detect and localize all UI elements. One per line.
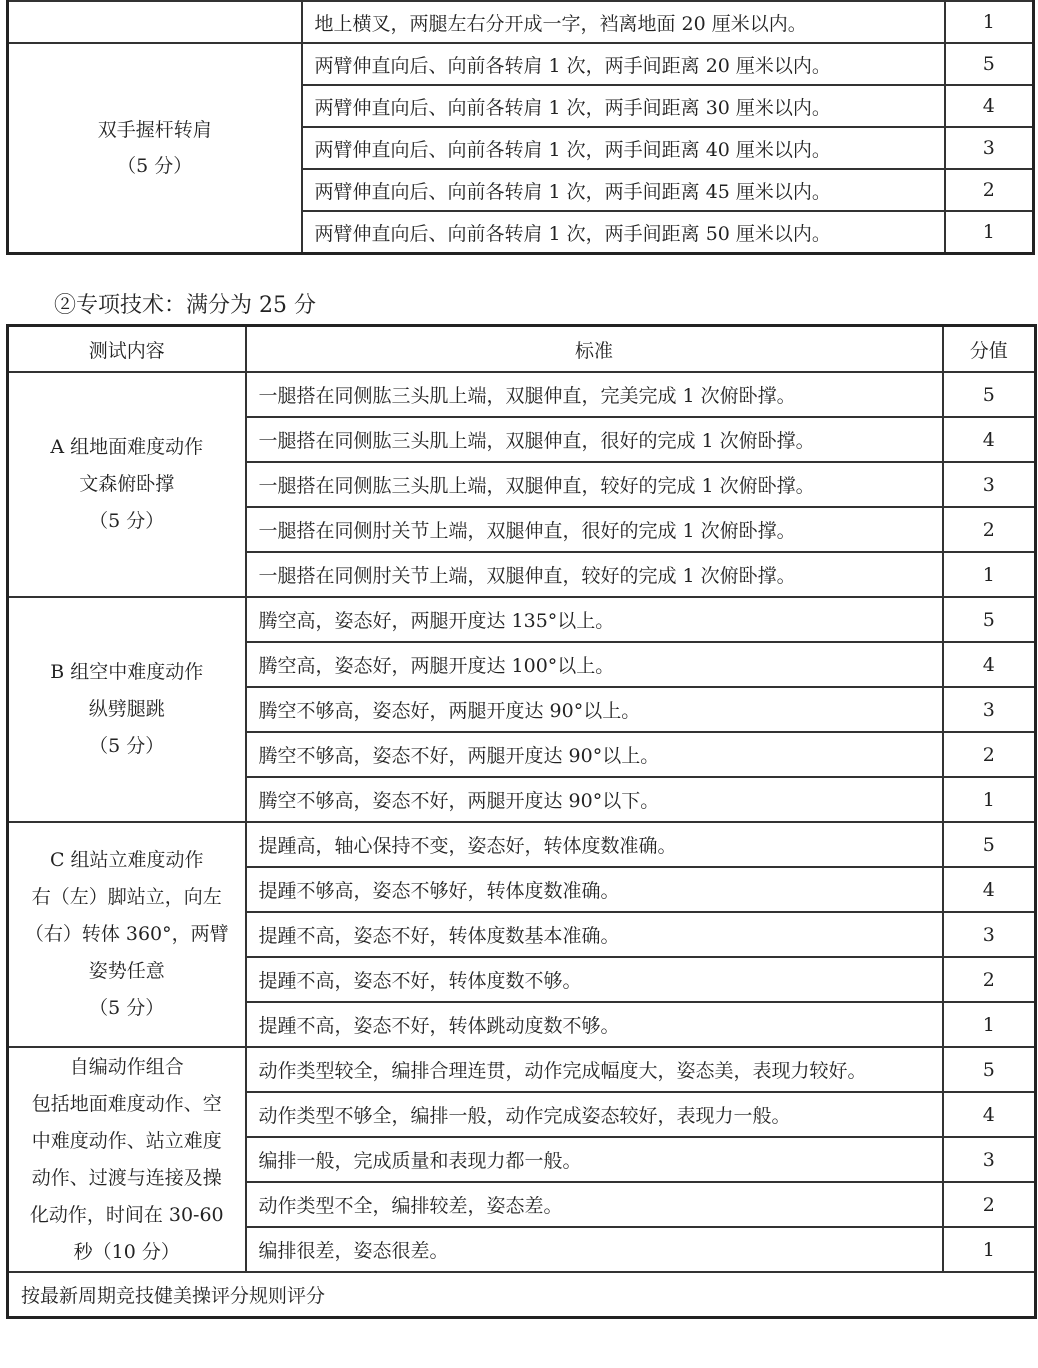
- group-line: A 组地面难度动作: [50, 436, 204, 458]
- score-cell: 5: [943, 597, 1036, 642]
- group-line: 文森俯卧撑: [79, 473, 175, 495]
- group-line: 动作、过渡与连接及操: [31, 1166, 222, 1189]
- group-line: （5 分）: [89, 997, 165, 1019]
- header-row: [8, 326, 1036, 373]
- score-cell: 5: [943, 822, 1036, 867]
- table-row: [8, 822, 1036, 867]
- group-line: 姿势任意: [88, 960, 165, 982]
- header-content: 测试内容: [8, 326, 246, 373]
- standard-cell: 两臂伸直向后、向前各转肩 1 次，两手间距离 20 厘米以内。: [302, 43, 945, 85]
- group-line: 秒（10 分）: [73, 1240, 180, 1263]
- standard-cell: 腾空高，姿态好，两腿开度达 100°以上。: [246, 642, 943, 687]
- table-row: [8, 1, 1034, 43]
- standard-cell: 一腿搭在同侧肘关节上端，双腿伸直，很好的完成 1 次俯卧撑。: [246, 507, 943, 552]
- group-line: （右）转体 360°，两臂: [24, 923, 229, 945]
- group-line: 纵劈腿跳: [88, 698, 165, 720]
- score-cell: 5: [943, 1047, 1036, 1092]
- special-technique-table: [6, 324, 1037, 1319]
- table-row: [8, 597, 1036, 642]
- group-line: 自编动作组合: [69, 1055, 184, 1078]
- header-standard: 标准: [246, 326, 943, 373]
- score-cell: 3: [943, 912, 1036, 957]
- group-line: 中难度动作、站立难度: [31, 1129, 222, 1152]
- standard-cell: 动作类型较全，编排合理连贯，动作完成幅度大，姿态美，表现力较好。: [246, 1047, 943, 1092]
- category-cell: [8, 43, 302, 254]
- score-cell: 3: [943, 1137, 1036, 1182]
- standard-cell: 编排一般，完成质量和表现力都一般。: [246, 1137, 943, 1182]
- category-name: 双手握杆转肩: [97, 119, 212, 141]
- group-c-cell: [8, 822, 246, 1047]
- table-row: [8, 43, 1034, 85]
- standard-cell: 腾空高，姿态好，两腿开度达 135°以上。: [246, 597, 943, 642]
- standard-cell: 一腿搭在同侧肘关节上端，双腿伸直，较好的完成 1 次俯卧撑。: [246, 552, 943, 597]
- standard-cell: 腾空不够高，姿态好，两腿开度达 90°以上。: [246, 687, 943, 732]
- standard-cell: 两臂伸直向后、向前各转肩 1 次，两手间距离 50 厘米以内。: [302, 211, 945, 254]
- group-line: 包括地面难度动作、空: [31, 1092, 222, 1115]
- free-routine-cell: [8, 1047, 246, 1272]
- standard-cell: 两臂伸直向后、向前各转肩 1 次，两手间距离 30 厘米以内。: [302, 85, 945, 127]
- category-points: （5 分）: [117, 155, 193, 177]
- score-cell: 1: [943, 1227, 1036, 1272]
- score-cell: 5: [945, 43, 1034, 85]
- standard-cell: 提踵不高，姿态不好，转体跳动度数不够。: [246, 1002, 943, 1047]
- standard-cell: 两臂伸直向后、向前各转肩 1 次，两手间距离 40 厘米以内。: [302, 127, 945, 169]
- standard-cell: 提踵高，轴心保持不变，姿态好，转体度数准确。: [246, 822, 943, 867]
- group-a-cell: [8, 372, 246, 597]
- score-cell: 2: [943, 1182, 1036, 1227]
- standard-cell: 一腿搭在同侧肱三头肌上端，双腿伸直，很好的完成 1 次俯卧撑。: [246, 417, 943, 462]
- group-b-cell: [8, 597, 246, 822]
- group-line: 化动作，时间在 30-60: [29, 1203, 224, 1226]
- standard-cell: 动作类型不全，编排较差，姿态差。: [246, 1182, 943, 1227]
- standard-cell: 一腿搭在同侧肱三头肌上端，双腿伸直，较好的完成 1 次俯卧撑。: [246, 462, 943, 507]
- header-score: 分值: [943, 326, 1036, 373]
- score-cell: 1: [943, 1002, 1036, 1047]
- score-cell: 3: [943, 687, 1036, 732]
- standard-cell: 腾空不够高，姿态不好，两腿开度达 90°以上。: [246, 732, 943, 777]
- standard-cell: 提踵不够高，姿态不够好，转体度数准确。: [246, 867, 943, 912]
- group-line: C 组站立难度动作: [49, 849, 204, 871]
- standard-cell: 两臂伸直向后、向前各转肩 1 次，两手间距离 45 厘米以内。: [302, 169, 945, 211]
- group-line: （5 分）: [89, 510, 165, 532]
- score-cell: 4: [943, 417, 1036, 462]
- score-cell: 1: [945, 1, 1034, 43]
- score-cell: 2: [943, 732, 1036, 777]
- score-cell: 4: [943, 1092, 1036, 1137]
- score-cell: 1: [943, 777, 1036, 822]
- group-line: B 组空中难度动作: [50, 661, 204, 683]
- table-row: [8, 372, 1036, 417]
- score-cell: 4: [945, 85, 1034, 127]
- score-cell: 3: [943, 462, 1036, 507]
- score-cell: 2: [943, 957, 1036, 1002]
- score-cell: 3: [945, 127, 1034, 169]
- score-cell: 4: [943, 867, 1036, 912]
- top-table-fragment: [6, 0, 1035, 255]
- table-row: [8, 1047, 1036, 1092]
- score-cell: 4: [943, 642, 1036, 687]
- standard-cell: 地上横叉，两腿左右分开成一字，裆离地面 20 厘米以内。: [302, 1, 945, 43]
- category-cell: [8, 1, 302, 43]
- standard-cell: 提踵不高，姿态不好，转体度数不够。: [246, 957, 943, 1002]
- score-cell: 2: [945, 169, 1034, 211]
- standard-cell: 提踵不高，姿态不好，转体度数基本准确。: [246, 912, 943, 957]
- score-cell: 2: [943, 507, 1036, 552]
- footer-row: [8, 1272, 1036, 1318]
- scoring-rule-note: 按最新周期竞技健美操评分规则评分: [8, 1272, 1036, 1318]
- standard-cell: 一腿搭在同侧肱三头肌上端，双腿伸直，完美完成 1 次俯卧撑。: [246, 372, 943, 417]
- standard-cell: 编排很差，姿态很差。: [246, 1227, 943, 1272]
- score-cell: 5: [943, 372, 1036, 417]
- standard-cell: 动作类型不够全，编排一般，动作完成姿态较好，表现力一般。: [246, 1092, 943, 1137]
- group-line: 右（左）脚站立，向左: [31, 886, 222, 908]
- score-cell: 1: [943, 552, 1036, 597]
- score-cell: 1: [945, 211, 1034, 254]
- standard-cell: 腾空不够高，姿态不好，两腿开度达 90°以下。: [246, 777, 943, 822]
- group-line: （5 分）: [89, 735, 165, 757]
- section-caption: ②专项技术：满分为 25 分: [54, 293, 316, 318]
